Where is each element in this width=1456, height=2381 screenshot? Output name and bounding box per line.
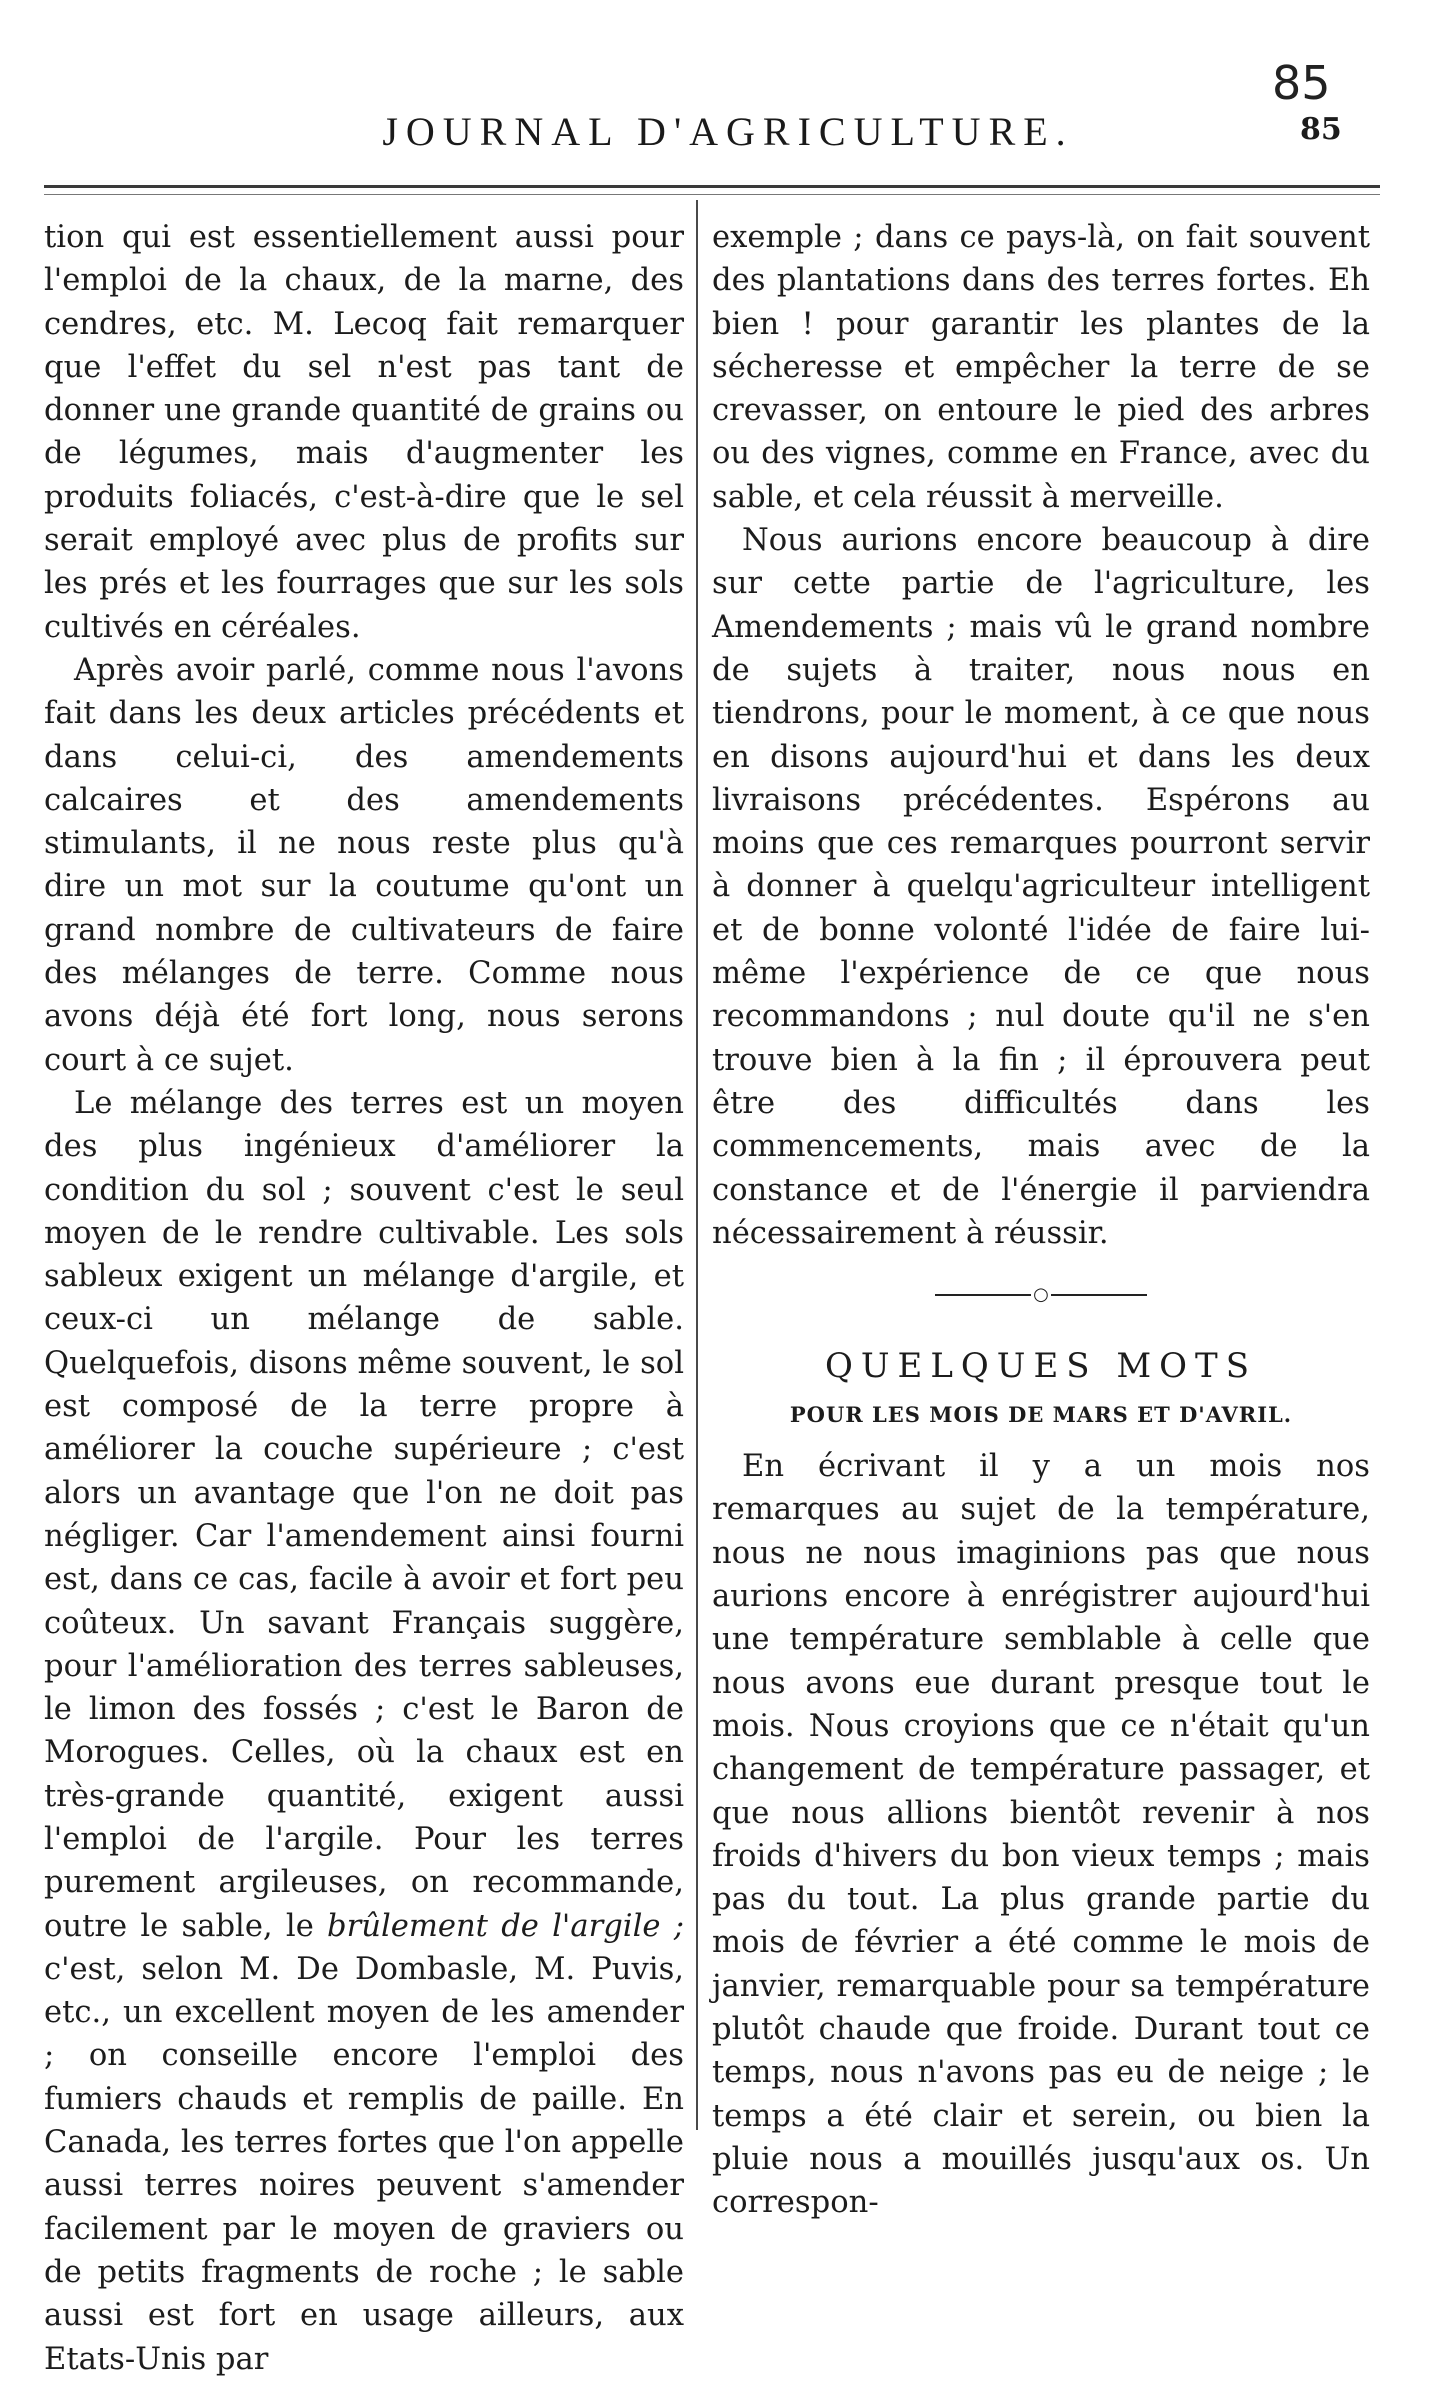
paragraph-text: Le mélange des terres est un moyen des plus ingénieux d'améliorer la condition du sol ; souvent c'est le seul moyen de le rendre cultivable. Les sols sableux exigent un mélange d'argile, et ceux-ci un mélange de sable. Quelquefois, disons même souvent, le sol est composé de la terre propre à améliorer la couche supérieure ; c'est alors un avantage que l'on ne doit pas négliger. Car l'amendement ainsi fourni est, dans ce cas, facile à avoir et fort peu coûteux. Un savant Français suggère, pour l'amélioration des terres sableuses, le limon des fossés ; c'est le Baron de Morogues. Celles, où la chaux est en très-grande quantité, exigent aussi l'emploi de l'argile. Pour les terres purement argileuses, on recommande, outre le sable, le — [44, 1085, 684, 1944]
paragraph-text: c'est, selon M. De Dombasle, M. Puvis, etc., un excellent moyen de les amender ; on conseille encore l'emploi des fumiers chauds et remplis de paille. En Canada, les terres fortes que l'on appelle aussi terres noires peuvent s'amender facilement par le moyen de graviers ou de petits fragments de roche ; le sable aussi est fort en usage ailleurs, aux Etats-Unis par — [44, 1951, 684, 2377]
header-rule — [44, 185, 1380, 195]
paragraph: Nous aurions encore beaucoup à dire sur cette partie de l'agriculture, les Amendements ; mais vû le grand nombre de sujets à traiter, nous nous en tiendrons, pour le moment, à ce que nous en disons aujourd'hui et dans les deux livraisons précédentes. Espérons au moins que ces remarques pourront servir à donner à quelqu'agriculteur intelligent et de bonne volonté l'idée de faire lui-même l'expérience de ce que nous recommandons ; nul doute qu'il ne s'en trouve bien à la fin ; il éprouvera peut être des difficultés dans les commencements, mais avec de la constance et de l'énergie il parviendra nécessairement à réussir. — [712, 523, 1370, 1251]
left-column — [44, 216, 684, 2381]
paragraph: tion qui est essentiellement aussi pour l'emploi de la chaux, de la marne, des cendres, etc. M. Lecoq fait remarquer que l'effet du sel n'est pas tant de donner une grande quantité de grains ou de légumes, mais d'augmenter les produits foliacés, c'est-à-dire que le sel serait employé avec plus de profits sur les prés et les fourrages que sur les sols cultivés en céréales. — [44, 220, 684, 645]
section-title: QUELQUES MOTS — [824, 1346, 1258, 1387]
paragraph: exemple ; dans ce pays-là, on fait souvent des plantations dans des terres fortes. Eh bien ! pour garantir les plantes de la sécheresse et empêcher la terre de se crevasser, on entoure le pied des arbres ou des vignes, comme en France, avec du sable, et cela réussit à merveille. — [712, 220, 1370, 515]
paragraph: En écrivant il y a un mois nos remarques au sujet de la température, nous ne nous imaginions pas que nous aurions encore à enrégistrer aujourd'hui une température semblable à celle que nous avons eue durant presque tout le mois. Nous croyions que ce n'était qu'un changement de température passager, et que nous allions bientôt revenir à nos froids d'hivers du bon vieux temps ; mais pas du tout. La plus grande partie du mois de février a été comme le mois de janvier, remarquable pour sa température plutôt chaude que froide. Durant tout ce temps, nous n'avons pas eu de neige ; le temps a été clair et serein, ou bien la pluie nous a mouillés jusqu'aux os. Un correspon- — [712, 1449, 1370, 2221]
ornament-circle-icon: ○ — [1033, 1284, 1049, 1306]
page-number: 85 — [1300, 112, 1342, 147]
section-ornament — [712, 1265, 1370, 1325]
paragraph — [44, 1082, 684, 2381]
italic-term: brûlement de l'argile ; — [327, 1908, 685, 1944]
handwritten-page-number: 85 — [1272, 56, 1331, 110]
ornament-line — [1051, 1294, 1147, 1296]
column-divider — [696, 200, 698, 2130]
running-header — [0, 108, 1456, 158]
paragraph: Après avoir parlé, comme nous l'avons fait dans les deux articles précédents et dans celui-ci, des amendements calcaires et des amendements stimulants, il ne nous reste plus qu'à dire un mot sur la coutume qu'ont un grand nombre de cultivateurs de faire des mélanges de terre. Comme nous avons déjà été fort long, nous serons court à ce sujet. — [44, 652, 684, 1078]
journal-title: JOURNAL D'AGRICULTURE. — [382, 109, 1074, 154]
section-subtitle: POUR LES MOIS DE MARS ET D'AVRIL. — [789, 1402, 1293, 1428]
ornament-line — [935, 1294, 1031, 1296]
right-column — [712, 216, 1370, 2224]
